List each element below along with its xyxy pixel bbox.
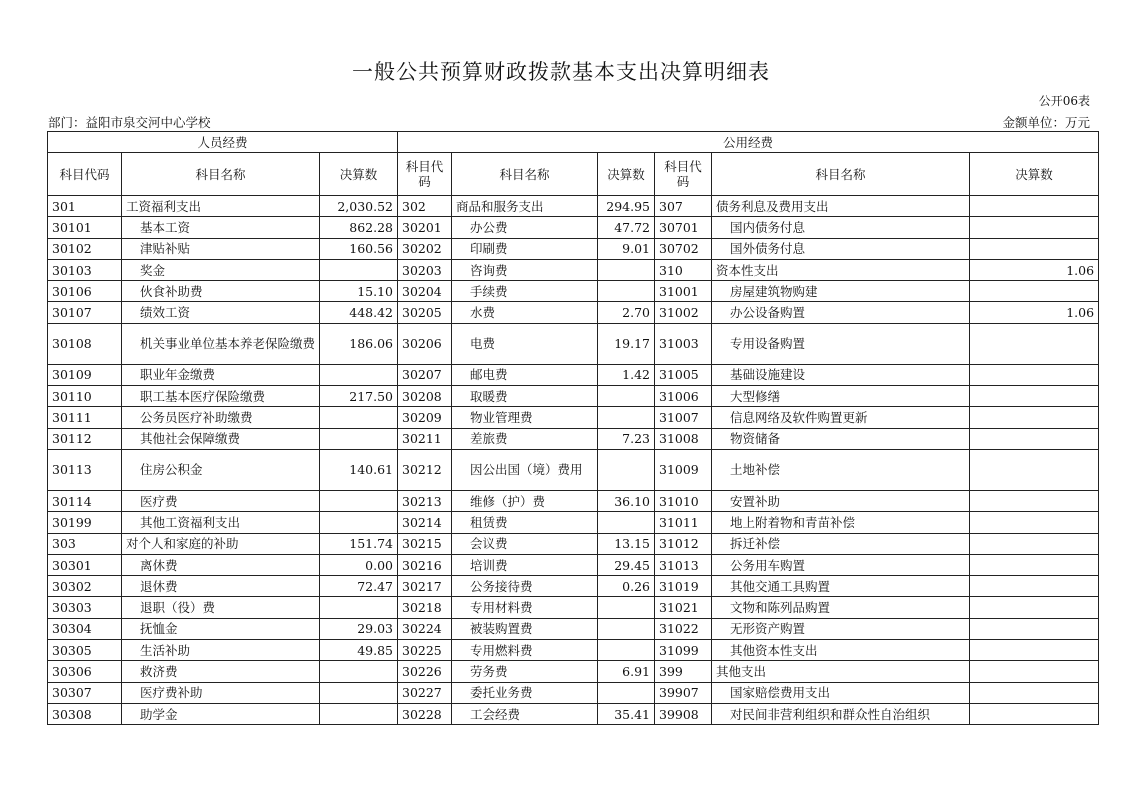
subject-code-cell: 31008 [655,428,712,449]
subject-name-cell: 对个人和家庭的补助 [122,533,320,554]
table-body [48,196,1099,725]
subject-name-cell: 伙食补助费 [122,281,320,302]
amount-cell [970,554,1099,575]
amount-cell [320,597,398,618]
page-title: 一般公共预算财政拨款基本支出决算明细表 [352,60,770,84]
subject-name-cell: 国家赔偿费用支出 [712,682,970,703]
subject-code-cell: 30306 [48,661,122,682]
subject-name-cell: 商品和服务支出 [452,196,598,217]
subject-name-cell: 基础设施建设 [712,364,970,385]
unit-label: 金额单位：万元 [1002,115,1090,130]
subject-code-cell: 399 [655,661,712,682]
subject-code-cell: 30305 [48,640,122,661]
amount-cell [970,217,1099,238]
table-row [48,640,1099,661]
amount-cell: 2.70 [598,302,655,323]
subject-name-cell: 公务接待费 [452,576,598,597]
form-number: 公开06表 [1038,94,1090,108]
table-row [48,554,1099,575]
subject-name-cell: 公务员医疗补助缴费 [122,407,320,428]
subject-code-cell: 30114 [48,490,122,511]
amount-cell [598,407,655,428]
table-row [48,428,1099,449]
subject-code-cell: 30304 [48,618,122,639]
subject-name-cell: 其他工资福利支出 [122,512,320,533]
subject-code-cell: 31013 [655,554,712,575]
amount-cell: 0.26 [598,576,655,597]
subject-code-cell: 303 [48,533,122,554]
column-header: 科目名称 [452,153,598,196]
subject-name-cell: 奖金 [122,259,320,280]
subject-name-cell: 取暖费 [452,386,598,407]
amount-cell [970,661,1099,682]
table-row [48,703,1099,724]
amount-cell [970,618,1099,639]
subject-code-cell: 30228 [398,703,452,724]
subject-code-cell: 301 [48,196,122,217]
amount-cell [598,597,655,618]
group-header-personnel: 人员经费 [48,132,398,153]
amount-cell: 13.15 [598,533,655,554]
subject-code-cell: 30206 [398,323,452,364]
subject-code-cell: 30201 [398,217,452,238]
amount-cell: 0.00 [320,554,398,575]
amount-cell [320,259,398,280]
subject-code-cell: 31007 [655,407,712,428]
subject-name-cell: 印刷费 [452,238,598,259]
amount-cell [970,576,1099,597]
subject-name-cell: 医疗费补助 [122,682,320,703]
subject-name-cell: 公务用车购置 [712,554,970,575]
amount-cell: 72.47 [320,576,398,597]
subject-name-cell: 抚恤金 [122,618,320,639]
subject-name-cell: 无形资产购置 [712,618,970,639]
subject-name-cell: 机关事业单位基本养老保险缴费 [122,323,320,364]
amount-cell [970,407,1099,428]
subject-name-cell: 办公费 [452,217,598,238]
subject-code-cell: 39908 [655,703,712,724]
amount-cell: 160.56 [320,238,398,259]
amount-cell: 862.28 [320,217,398,238]
amount-cell: 151.74 [320,533,398,554]
amount-cell [598,449,655,490]
amount-cell: 1.42 [598,364,655,385]
subject-code-cell: 30112 [48,428,122,449]
subject-code-cell: 310 [655,259,712,280]
expenditure-table [47,131,1099,725]
subject-name-cell: 资本性支出 [712,259,970,280]
table-row [48,196,1099,217]
subject-code-cell: 30215 [398,533,452,554]
subject-name-cell: 地上附着物和青苗补偿 [712,512,970,533]
subject-code-cell: 30214 [398,512,452,533]
subject-code-cell: 39907 [655,682,712,703]
subject-name-cell: 委托业务费 [452,682,598,703]
amount-cell [598,259,655,280]
amount-cell: 1.06 [970,302,1099,323]
subject-code-cell: 30218 [398,597,452,618]
amount-cell: 448.42 [320,302,398,323]
department-label: 部门：益阳市泉交河中心学校 [48,115,211,130]
amount-cell [970,682,1099,703]
subject-name-cell: 生活补助 [122,640,320,661]
subject-code-cell: 30701 [655,217,712,238]
column-header: 决算数 [598,153,655,196]
subject-code-cell: 30204 [398,281,452,302]
subject-code-cell: 30209 [398,407,452,428]
subject-code-cell: 30106 [48,281,122,302]
subject-code-cell: 31002 [655,302,712,323]
table-row [48,364,1099,385]
table-row [48,576,1099,597]
subject-name-cell: 培训费 [452,554,598,575]
amount-cell: 29.45 [598,554,655,575]
amount-cell [970,281,1099,302]
amount-cell: 140.61 [320,449,398,490]
subject-code-cell: 30217 [398,576,452,597]
amount-cell [970,196,1099,217]
subject-code-cell: 30202 [398,238,452,259]
amount-cell [970,703,1099,724]
amount-cell [320,661,398,682]
amount-cell: 2,030.52 [320,196,398,217]
amount-cell [598,386,655,407]
column-header: 决算数 [970,153,1099,196]
subject-code-cell: 30103 [48,259,122,280]
table-row [48,661,1099,682]
amount-cell: 49.85 [320,640,398,661]
subject-name-cell: 其他支出 [712,661,970,682]
subject-name-cell: 大型修缮 [712,386,970,407]
subject-name-cell: 文物和陈列品购置 [712,597,970,618]
subject-code-cell: 30111 [48,407,122,428]
table-row [48,597,1099,618]
amount-cell [970,490,1099,511]
subject-code-cell: 30108 [48,323,122,364]
amount-cell: 36.10 [598,490,655,511]
subject-code-cell: 30107 [48,302,122,323]
subject-code-cell: 30205 [398,302,452,323]
subject-name-cell: 专用材料费 [452,597,598,618]
subject-name-cell: 信息网络及软件购置更新 [712,407,970,428]
subject-name-cell: 因公出国（境）费用 [452,449,598,490]
subject-name-cell: 被装购置费 [452,618,598,639]
subject-code-cell: 30227 [398,682,452,703]
subject-name-cell: 绩效工资 [122,302,320,323]
amount-cell [320,407,398,428]
subject-code-cell: 30113 [48,449,122,490]
amount-cell [970,640,1099,661]
amount-cell [598,640,655,661]
subject-name-cell: 会议费 [452,533,598,554]
subject-code-cell: 30302 [48,576,122,597]
subject-code-cell: 30702 [655,238,712,259]
subject-code-cell: 30307 [48,682,122,703]
subject-name-cell: 住房公积金 [122,449,320,490]
subject-name-cell: 医疗费 [122,490,320,511]
table-row [48,238,1099,259]
amount-cell: 15.10 [320,281,398,302]
table-row [48,217,1099,238]
amount-cell [970,238,1099,259]
table-row [48,259,1099,280]
subject-name-cell: 安置补助 [712,490,970,511]
amount-cell [320,428,398,449]
amount-cell [598,512,655,533]
amount-cell [598,281,655,302]
amount-cell: 9.01 [598,238,655,259]
subject-code-cell: 30109 [48,364,122,385]
table-row [48,302,1099,323]
amount-cell [970,449,1099,490]
subject-name-cell: 对民间非营利组织和群众性自治组织 [712,703,970,724]
subject-code-cell: 31010 [655,490,712,511]
subject-code-cell: 30301 [48,554,122,575]
amount-cell [320,512,398,533]
amount-cell [970,512,1099,533]
subject-code-cell: 31005 [655,364,712,385]
amount-cell: 35.41 [598,703,655,724]
subject-name-cell: 租赁费 [452,512,598,533]
amount-cell: 294.95 [598,196,655,217]
subject-name-cell: 救济费 [122,661,320,682]
subject-name-cell: 退休费 [122,576,320,597]
subject-code-cell: 30203 [398,259,452,280]
amount-cell [970,323,1099,364]
subject-name-cell: 工会经费 [452,703,598,724]
amount-cell [970,386,1099,407]
amount-cell: 1.06 [970,259,1099,280]
subject-code-cell: 31099 [655,640,712,661]
amount-cell: 47.72 [598,217,655,238]
subject-code-cell: 30303 [48,597,122,618]
subject-name-cell: 职业年金缴费 [122,364,320,385]
subject-name-cell: 办公设备购置 [712,302,970,323]
subject-code-cell: 30213 [398,490,452,511]
subject-name-cell: 工资福利支出 [122,196,320,217]
subject-name-cell: 拆迁补偿 [712,533,970,554]
subject-name-cell: 物业管理费 [452,407,598,428]
subject-code-cell: 302 [398,196,452,217]
subject-name-cell: 水费 [452,302,598,323]
table-row [48,618,1099,639]
subject-code-cell: 30207 [398,364,452,385]
subject-name-cell: 离休费 [122,554,320,575]
subject-name-cell: 土地补偿 [712,449,970,490]
subject-code-cell: 30110 [48,386,122,407]
amount-cell [970,428,1099,449]
subject-name-cell: 债务利息及费用支出 [712,196,970,217]
subject-name-cell: 专用燃料费 [452,640,598,661]
subject-name-cell: 差旅费 [452,428,598,449]
table-row [48,386,1099,407]
subject-code-cell: 31021 [655,597,712,618]
subject-code-cell: 31012 [655,533,712,554]
subject-name-cell: 其他社会保障缴费 [122,428,320,449]
amount-cell [598,682,655,703]
subject-name-cell: 国内债务付息 [712,217,970,238]
subject-code-cell: 31001 [655,281,712,302]
subject-name-cell: 国外债务付息 [712,238,970,259]
table-row [48,323,1099,364]
subject-name-cell: 物资储备 [712,428,970,449]
amount-cell [970,597,1099,618]
subject-name-cell: 手续费 [452,281,598,302]
subject-name-cell: 专用设备购置 [712,323,970,364]
amount-cell [970,364,1099,385]
amount-cell: 217.50 [320,386,398,407]
subject-code-cell: 307 [655,196,712,217]
column-header: 科目代码 [48,153,122,196]
subject-code-cell: 30208 [398,386,452,407]
subject-code-cell: 30216 [398,554,452,575]
column-header: 科目代码 [655,153,712,196]
amount-cell [320,364,398,385]
column-header: 科目名称 [712,153,970,196]
subject-code-cell: 31009 [655,449,712,490]
table-row [48,512,1099,533]
subject-name-cell: 维修（护）费 [452,490,598,511]
amount-cell [320,703,398,724]
subject-code-cell: 31011 [655,512,712,533]
amount-cell: 186.06 [320,323,398,364]
subject-name-cell: 劳务费 [452,661,598,682]
subject-code-cell: 30212 [398,449,452,490]
subject-code-cell: 30101 [48,217,122,238]
subject-name-cell: 咨询费 [452,259,598,280]
subject-name-cell: 退职（役）费 [122,597,320,618]
table-row [48,407,1099,428]
amount-cell: 7.23 [598,428,655,449]
subject-code-cell: 30199 [48,512,122,533]
subject-name-cell: 房屋建筑物购建 [712,281,970,302]
subject-name-cell: 其他资本性支出 [712,640,970,661]
subject-code-cell: 31006 [655,386,712,407]
subject-code-cell: 30224 [398,618,452,639]
column-header: 科目名称 [122,153,320,196]
table-row [48,490,1099,511]
subject-name-cell: 助学金 [122,703,320,724]
subject-code-cell: 31022 [655,618,712,639]
table-row [48,533,1099,554]
subject-name-cell: 津贴补贴 [122,238,320,259]
subject-code-cell: 30211 [398,428,452,449]
subject-code-cell: 30102 [48,238,122,259]
table-row [48,449,1099,490]
amount-cell [320,682,398,703]
subject-name-cell: 邮电费 [452,364,598,385]
table-row [48,682,1099,703]
amount-cell: 6.91 [598,661,655,682]
subject-name-cell: 职工基本医疗保险缴费 [122,386,320,407]
subject-name-cell: 电费 [452,323,598,364]
amount-cell [598,618,655,639]
amount-cell: 19.17 [598,323,655,364]
subject-name-cell: 基本工资 [122,217,320,238]
column-header: 科目代码 [398,153,452,196]
subject-code-cell: 30226 [398,661,452,682]
subject-code-cell: 31003 [655,323,712,364]
amount-cell [970,533,1099,554]
amount-cell [320,490,398,511]
subject-name-cell: 其他交通工具购置 [712,576,970,597]
group-header-public: 公用经费 [398,132,1099,153]
table-row [48,281,1099,302]
amount-cell: 29.03 [320,618,398,639]
column-header: 决算数 [320,153,398,196]
subject-code-cell: 31019 [655,576,712,597]
subject-code-cell: 30308 [48,703,122,724]
subject-code-cell: 30225 [398,640,452,661]
